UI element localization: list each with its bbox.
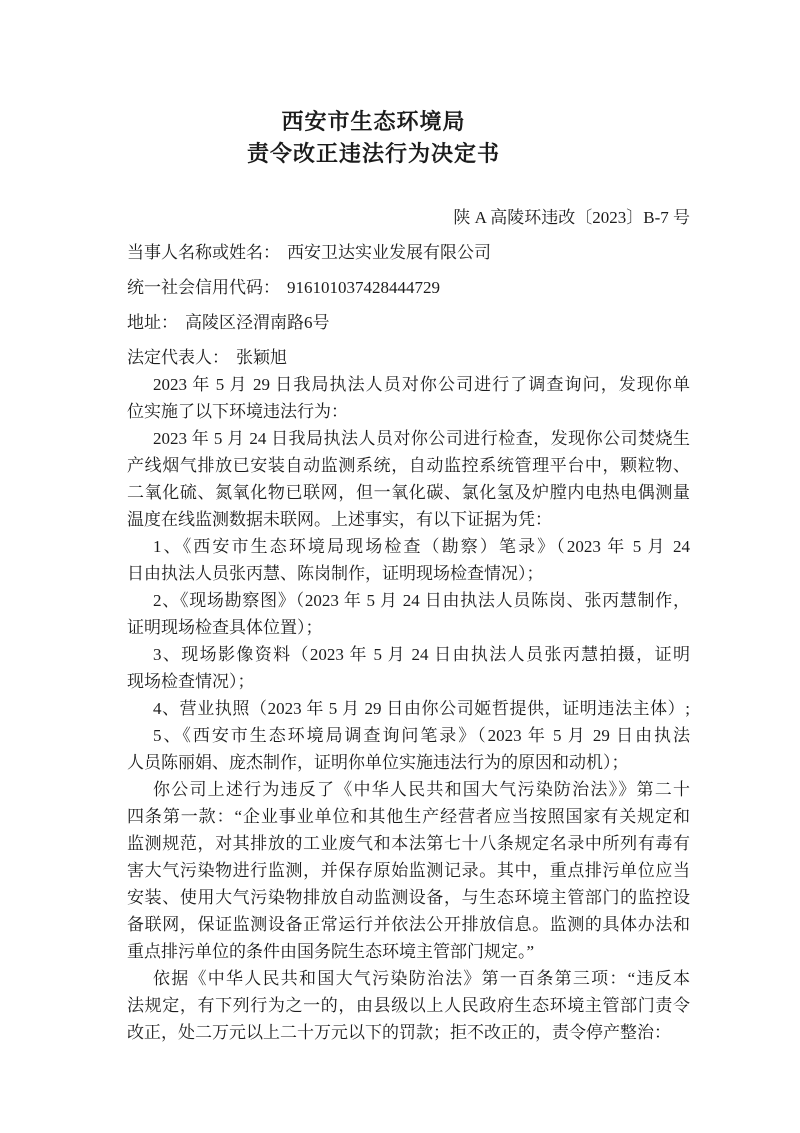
body-line: 1、《西安市生态环境局现场检查（勘察）笔录》（2023 年 5 月 24 [153,537,690,556]
body-line: 位实施了以下环境违法行为： [127,402,348,421]
body-line: 备联网，保证监测设备正常运行并依法公开排放信息。监测的具体办法和 [127,915,690,934]
legal-representative-label: 法定代表人： [127,348,229,367]
body-line: 安装、使用大气污染物排放自动监测设备，与生态环境主管部门的监控设 [127,888,690,907]
party-name-value: 西安卫达实业发展有限公司 [287,243,491,262]
body-line: 四条第一款：“企业事业单位和其他生产经营者应当按照国家有关规定和 [127,807,690,826]
credit-code-line [127,274,690,301]
body-line: 产线烟气排放已安装自动监测系统，自动监控系统管理平台中，颗粒物、 [127,456,690,475]
body-line: 2、《现场勘察图》（2023 年 5 月 24 日由执法人员陈岗、张丙慧制作， [153,591,690,610]
body-line: 改正，处二万元以上二十万元以下的罚款；拒不改正的，责令停产整治： [127,1023,671,1042]
body-line: 依据《中华人民共和国大气污染防治法》第一百条第三项：“违反本 [153,969,690,988]
body-line: 证明现场检查具体位置）； [127,618,323,637]
body-line: 4、营业执照（2023 年 5 月 29 日由你公司姬哲提供，证明违法主体）; [153,699,690,718]
body-line: 现场检查情况）； [127,672,255,691]
credit-code-label: 统一社会信用代码： [127,278,280,297]
body-line: 3、现场影像资料（2023 年 5 月 24 日由执法人员张丙慧拍摄，证明 [153,645,690,664]
body-line: 害大气污染物进行监测，并保存原始监测记录。其中，重点排污单位应当 [127,861,690,880]
body-line: 日由执法人员张丙慧、陈岗制作，证明现场检查情况）； [127,564,544,583]
body-line: 法规定，有下列行为之一的，由县级以上人民政府生态环境主管部门责令 [127,996,690,1015]
body-line: 2023 年 5 月 29 日我局执法人员对你公司进行了调查询问，发现你单 [153,375,690,394]
document-title [127,106,620,170]
body-line: 温度在线监测数据未联网。上述事实，有以下证据为凭： [127,510,552,529]
document-title-line-2: 责令改正违法行为决定书 [246,141,500,166]
document-title-line-1: 西安市生态环境局 [281,109,466,134]
address-line [127,309,690,336]
party-name-label: 当事人名称或姓名： [127,243,280,262]
body-line: 你公司上述行为违反了《中华人民共和国大气污染防治法》》第二十 [153,780,690,799]
body-line: 二氧化硫、氮氧化物已联网，但一氧化碳、氯化氢及炉膛内电热电偶测量 [127,483,690,502]
document-content [127,0,690,1046]
body-line: 5、《西安市生态环境局调查询问笔录》（2023 年 5 月 29 日由执法 [153,726,690,745]
document-number: 陕 A 高陵环违改〔2023〕B-7 号 [453,208,690,227]
credit-code-value: 916101037428444729 [287,278,440,297]
document-body [127,371,690,1046]
address-value: 高陵区泾渭南路6号 [185,313,330,332]
legal-representative-value: 张颖旭 [236,348,287,367]
address-label: 地址： [127,313,178,332]
body-line: 监测规范，对其排放的工业废气和本法第七十八条规定名录中所列有毒有 [127,834,690,853]
party-name-line [127,239,690,266]
body-line: 2023 年 5 月 24 日我局执法人员对你公司进行检查，发现你公司焚烧生 [153,429,690,448]
body-line: 重点排污单位的条件由国务院生态环境主管部门规定。” [127,942,535,961]
legal-representative-line [127,344,690,371]
body-line: 人员陈丽娟、庞杰制作，证明你单位实施违法行为的原因和动机）； [127,753,629,772]
